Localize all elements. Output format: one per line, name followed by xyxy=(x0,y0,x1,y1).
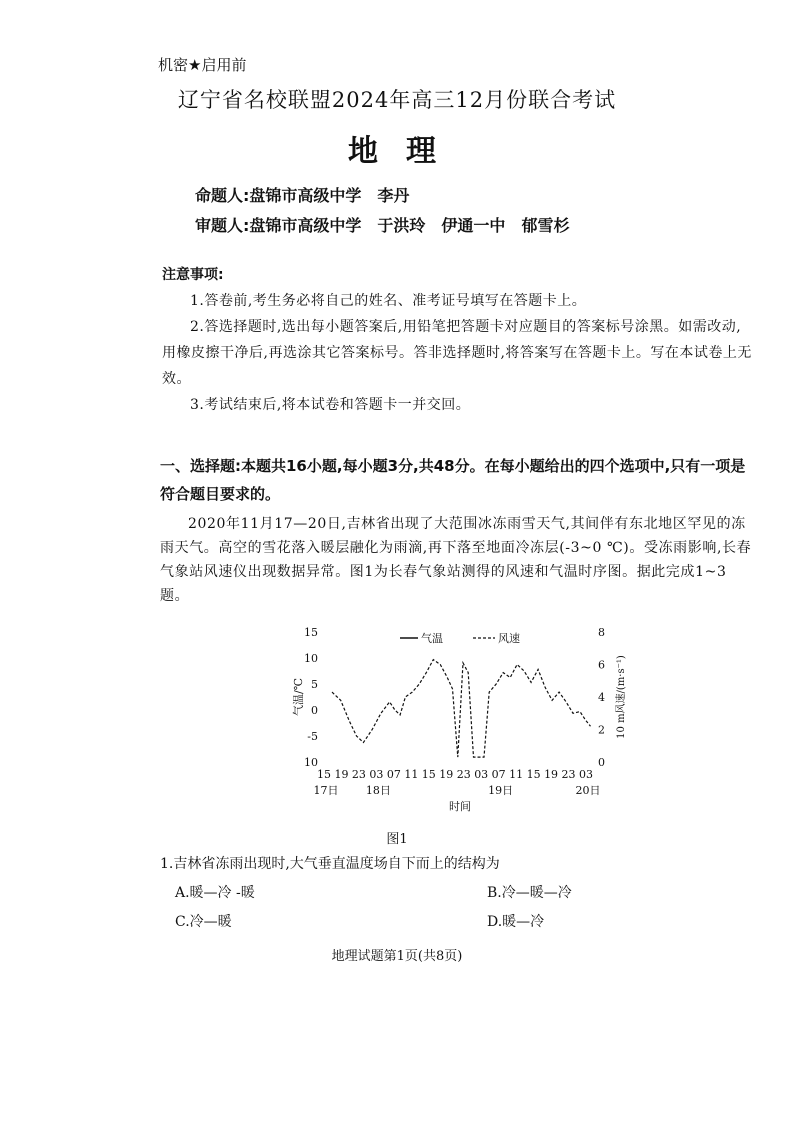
x-axis-tick-label: 23 xyxy=(456,768,471,781)
reviewer-label: 审题人:盘锦市高级中学 xyxy=(195,216,362,235)
x-axis-tick-label: 11 xyxy=(509,768,524,781)
x-axis-tick-label: 07 xyxy=(386,768,401,781)
subject-title: 地理 xyxy=(348,134,464,169)
figure-caption: 图1 xyxy=(386,832,408,847)
reviewer-school-2: 伊通一中 xyxy=(441,216,506,235)
legend-temp-label: 气温 xyxy=(421,632,443,645)
x-axis-tick-label: 23 xyxy=(351,768,366,781)
right-axis-tick-label: 6 xyxy=(598,658,605,672)
x-axis-tick-label: 15 xyxy=(526,768,541,781)
day-label: 17日 xyxy=(313,784,339,797)
x-axis-tick-label: 15 xyxy=(421,768,436,781)
left-axis-tick-label: 10 xyxy=(304,756,318,769)
day-label: 20日 xyxy=(575,784,601,797)
left-axis-tick-label: 15 xyxy=(304,626,318,639)
option-c[interactable]: C.冷—暖 xyxy=(175,914,232,930)
right-axis-tick-label: 4 xyxy=(598,691,605,704)
page-footer: 地理试题第1页(共8页) xyxy=(331,949,463,964)
left-axis-tick-label: 5 xyxy=(311,678,318,691)
left-axis-tick-label: -5 xyxy=(307,730,318,743)
x-axis-tick-label: 15 xyxy=(317,768,331,781)
x-axis-tick-label: 03 xyxy=(369,768,384,781)
reviewer-line xyxy=(195,213,585,236)
left-axis-label: 气温/℃ xyxy=(292,677,305,717)
notice-item-2: 2.答选择题时,选出每小题答案后,用铅笔把答题卡对应题目的答案标号涂黑。如需改动,用橡皮擦干净后,再选涂其它答案标号。答非选择题时,将答案写在答题卡上。写在本试卷上无效。 xyxy=(162,319,752,387)
left-axis-tick-label: 10 xyxy=(304,652,318,665)
notice-item-1: 1.答卷前,考生务必将自己的姓名、准考证号填写在答题卡上。 xyxy=(190,293,587,309)
wind-speed-line xyxy=(332,660,591,758)
confidential-mark: 机密★启用前 xyxy=(158,56,247,74)
setter-label: 命题人:盘锦市高级中学 xyxy=(195,186,362,205)
x-axis-tick-label: 07 xyxy=(491,768,506,781)
section-heading: 一、选择题:本题共16小题,每小题3分,共48分。在每小题给出的四个选项中,只有一项是符合题目要求的。 xyxy=(160,457,746,503)
right-axis-tick-label: 8 xyxy=(598,626,605,639)
right-axis-label: 10 m风速/(m·s⁻¹) xyxy=(616,655,627,739)
x-axis-label: 时间 xyxy=(449,800,471,813)
setter-line xyxy=(195,183,425,206)
left-axis-tick-label: 0 xyxy=(311,704,318,717)
notice-item-3: 3.考试结束后,将本试卷和答题卡一并交回。 xyxy=(190,397,471,413)
option-b[interactable]: B.冷—暖—冷 xyxy=(487,885,572,901)
x-axis-tick-label: 19 xyxy=(439,768,454,781)
x-axis-tick-label: 11 xyxy=(404,768,419,781)
exam-title: 辽宁省名校联盟2024年高三12月份联合考试 xyxy=(177,88,617,112)
material-text: 2020年11月17—20日,吉林省出现了大范围冰冻雨雪天气,其间伴有东北地区罕见的冻雨天气。高空的雪花落入暖层融化为雨滴,再下落至地面冷冻层(-3~0 ℃)。受冻雨影响,长春气象站风速仪出现数据异常。图1为长春气象站测得的风速和气温时序图。据此完成1~3题。 xyxy=(160,516,752,604)
right-axis-tick-label: 0 xyxy=(598,756,605,769)
x-axis-tick-label: 19 xyxy=(544,768,559,781)
x-axis-tick-label: 23 xyxy=(561,768,576,781)
day-label: 19日 xyxy=(488,784,514,797)
question-1-stem: 1.吉林省冻雨出现时,大气垂直温度场自下而上的结构为 xyxy=(160,856,500,872)
reviewer-name-2: 郁雪杉 xyxy=(521,216,570,235)
notice-heading: 注意事项: xyxy=(162,267,224,283)
x-axis-tick-label: 03 xyxy=(474,768,489,781)
figure-1-chart xyxy=(290,620,630,820)
option-a[interactable]: A.暖—冷 -暖 xyxy=(175,885,255,901)
option-d[interactable]: D.暖—冷 xyxy=(487,914,545,930)
setter-name: 李丹 xyxy=(377,186,410,205)
reviewer-name-1: 于洪玲 xyxy=(377,216,426,235)
x-axis-tick-label: 03 xyxy=(579,768,593,781)
day-label: 18日 xyxy=(365,784,391,797)
legend-wind-label: 风速 xyxy=(498,632,520,645)
right-axis-tick-label: 2 xyxy=(598,723,605,737)
x-axis-tick-label: 19 xyxy=(334,768,349,781)
